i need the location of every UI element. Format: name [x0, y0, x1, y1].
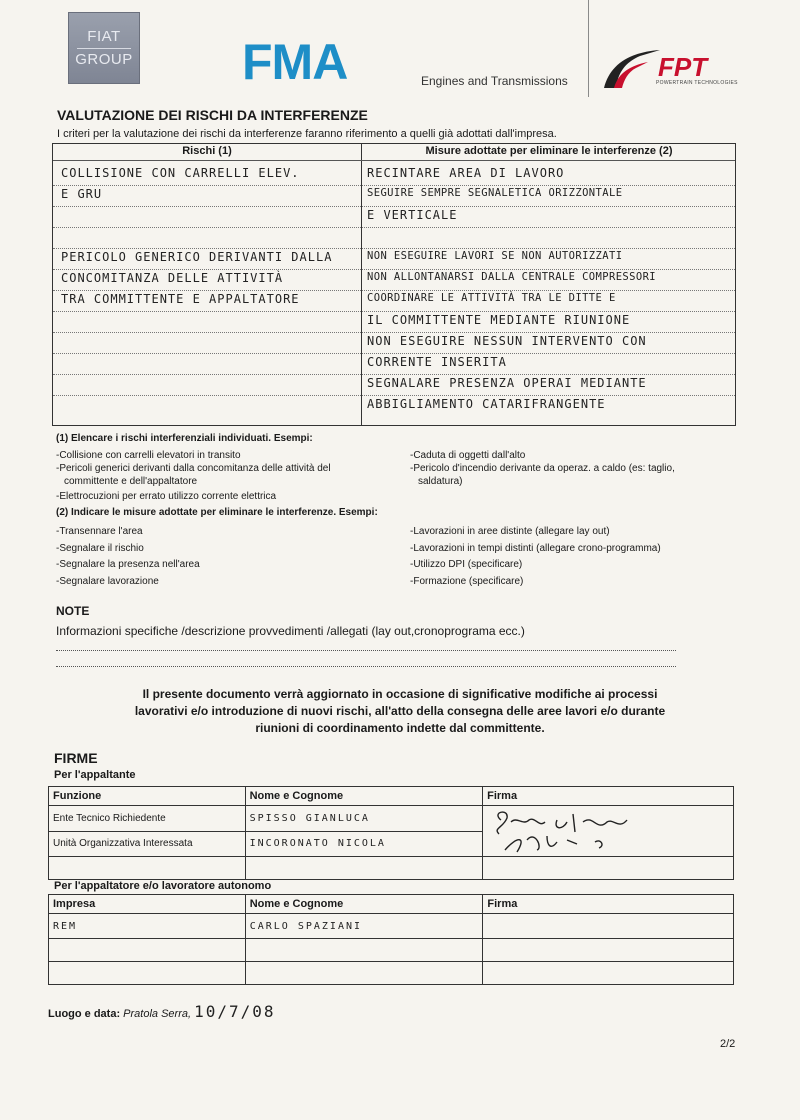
signature-cell — [483, 939, 734, 962]
list-item: -Transennare l'area — [56, 526, 143, 537]
list-item: -Segnalare il rischio — [56, 542, 144, 554]
measure-entry: NON ESEGUIRE NESSUN INTERVENTO CON — [367, 334, 647, 348]
impresa-cell — [49, 962, 246, 985]
header-divider — [588, 0, 589, 97]
list-item: -Pericolo d'incendio derivante da operaz. a caldo (es: taglio, — [410, 463, 675, 474]
col-header-measures: Misure adottate per eliminare le interferenze (2) — [425, 145, 673, 157]
handwritten-signature — [487, 806, 687, 856]
list-item: -Segnalare lavorazione — [56, 575, 159, 587]
fpt-subtitle: POWERTRAIN TECHNOLOGIES — [656, 80, 738, 86]
measure-entry: CORRENTE INSERITA — [367, 355, 507, 369]
measure-entry: IL COMMITTENTE MEDIANTE RIUNIONE — [367, 313, 631, 327]
notes-dotted-line — [56, 666, 676, 667]
appaltante-label: Per l'appaltante — [54, 769, 136, 781]
notes-text: Informazioni specifiche /descrizione provvedimenti /allegati (lay out,cronoprograma ecc.) — [56, 624, 525, 638]
row-rule — [53, 206, 735, 207]
table-row — [49, 914, 734, 939]
row-rule — [53, 269, 735, 270]
fpt-wordmark: FPT — [658, 52, 708, 82]
name-cell — [245, 962, 483, 985]
list-item: -Lavorazioni in tempi distinti (allegare crono-programma) — [410, 542, 661, 554]
measure-entry: COORDINARE LE ATTIVITÀ TRA LE DITTE E — [367, 292, 616, 304]
fiat-group-logo — [68, 12, 140, 84]
risk-entry: PERICOLO GENERICO DERIVANTI DALLA — [61, 250, 333, 264]
row-rule — [53, 353, 735, 354]
page-subtitle: I criteri per la valutazione dei rischi da interferenze faranno riferimento a quelli già adottati dall'impresa. — [57, 128, 557, 140]
notes-heading: NOTE — [56, 604, 90, 618]
row-rule — [53, 332, 735, 333]
appaltatore-table — [48, 894, 734, 985]
signatures-heading: FIRME — [54, 750, 98, 766]
section1-right-list — [410, 449, 730, 488]
row-rule — [53, 374, 735, 375]
risk-entry: E GRU — [61, 187, 103, 201]
funzione-cell: Unità Organizzativa Interessata — [49, 831, 246, 857]
table-row — [49, 939, 734, 962]
list-item: -Formazione (specificare) — [410, 575, 524, 587]
table-row — [49, 787, 734, 806]
fpt-logo — [600, 44, 750, 94]
appaltatore-label: Per l'appaltatore e/o lavoratore autonomo — [54, 880, 272, 892]
name-cell: CARLO SPAZIANI — [245, 914, 483, 939]
notes-dotted-line — [56, 650, 676, 651]
name-cell: SPISSO GIANLUCA — [245, 806, 483, 832]
fma-logo: FMA — [242, 34, 348, 90]
measure-entry: ABBIGLIAMENTO CATARIFRANGENTE — [367, 397, 606, 411]
risk-table — [52, 143, 736, 426]
header-nome: Nome e Cognome — [245, 895, 483, 914]
fiat-logo-line1: FIAT — [87, 27, 121, 45]
list-item: -Pericoli generici derivanti dalla concomitanza delle attività del — [56, 463, 331, 474]
update-notice — [60, 686, 740, 737]
funzione-cell: Ente Tecnico Richiedente — [49, 806, 246, 832]
section2-heading: (2) Indicare le misure adottate per eliminare le interferenze. Esempi: — [56, 507, 378, 518]
header-impresa: Impresa — [49, 895, 246, 914]
section1-heading: (1) Elencare i rischi interferenziali individuati. Esempi: — [56, 433, 313, 444]
row-rule — [53, 290, 735, 291]
measure-entry: SEGNALARE PRESENZA OPERAI MEDIANTE — [367, 376, 647, 390]
row-rule — [53, 185, 735, 186]
fiat-logo-line2: GROUP — [75, 50, 133, 68]
page-number: 2/2 — [720, 1038, 736, 1050]
row-rule — [53, 227, 735, 228]
list-item: -Collisione con carrelli elevatori in transito — [56, 450, 241, 461]
table-row — [49, 857, 734, 880]
notice-line: Il presente documento verrà aggiornato in occasione di significative modifiche ai processi — [142, 687, 658, 701]
risk-entry: COLLISIONE CON CARRELLI ELEV. — [61, 166, 300, 180]
appaltante-table — [48, 786, 734, 880]
header-rule — [53, 160, 735, 161]
list-item: -Elettrocuzioni per errato utilizzo corrente elettrica — [56, 491, 277, 502]
signature-cell — [483, 914, 734, 939]
signature-cell — [483, 857, 734, 880]
place-date-label: Luogo e data: — [48, 1008, 121, 1020]
impresa-cell — [49, 939, 246, 962]
page-title: VALUTAZIONE DEI RISCHI DA INTERFERENZE — [57, 107, 368, 123]
header-firma: Firma — [483, 895, 734, 914]
place-and-date — [48, 1002, 276, 1021]
measure-entry: RECINTARE AREA DI LAVORO — [367, 166, 565, 180]
list-item: -Caduta di oggetti dall'alto — [410, 450, 526, 461]
logo-divider — [77, 48, 131, 49]
risk-entry: TRA COMMITTENTE E APPALTATORE — [61, 292, 300, 306]
table-row — [49, 962, 734, 985]
header-funzione: Funzione — [49, 787, 246, 806]
name-cell — [245, 939, 483, 962]
header-firma: Firma — [483, 787, 734, 806]
section1-left-list — [56, 449, 406, 503]
col-header-risks: Rischi (1) — [182, 145, 232, 157]
row-rule — [53, 248, 735, 249]
section2-right-list — [410, 524, 730, 590]
row-rule — [53, 395, 735, 396]
list-item: -Utilizzo DPI (specificare) — [410, 559, 523, 570]
row-rule — [53, 311, 735, 312]
date-value: 10/7/08 — [194, 1002, 276, 1021]
name-cell: INCORONATO NICOLA — [245, 831, 483, 857]
measure-entry: E VERTICALE — [367, 208, 458, 222]
notice-line: lavorativi e/o introduzione di nuovi rischi, all'atto della consegna delle aree lavori e/o durante — [134, 704, 666, 718]
name-cell — [245, 857, 483, 880]
place-value: Pratola Serra, — [123, 1008, 192, 1020]
funzione-cell — [49, 857, 246, 880]
list-item: -Segnalare la presenza nell'area — [56, 559, 200, 570]
header-nome: Nome e Cognome — [245, 787, 483, 806]
list-item: committente e dell'appaltatore — [64, 476, 198, 487]
section2-left-list — [56, 524, 396, 590]
list-item: saldatura) — [418, 476, 463, 487]
notice-line: riunioni di coordinamento indette dal committente. — [255, 721, 545, 735]
measure-entry: NON ALLONTANARSI DALLA CENTRALE COMPRESSORI — [367, 271, 657, 283]
measure-entry: SEGUIRE SEMPRE SEGNALETICA ORIZZONTALE — [367, 187, 623, 199]
impresa-cell: REM — [49, 914, 246, 939]
column-divider — [361, 144, 362, 425]
list-item: -Lavorazioni in aree distinte (allegare lay out) — [410, 526, 610, 537]
signature-cell — [483, 962, 734, 985]
measure-entry: NON ESEGUIRE LAVORI SE NON AUTORIZZATI — [367, 250, 623, 262]
engines-transmissions-label: Engines and Transmissions — [421, 74, 568, 88]
risk-entry: CONCOMITANZA DELLE ATTIVITÀ — [61, 271, 284, 285]
signature-cell — [483, 806, 734, 857]
table-row — [49, 895, 734, 914]
table-row — [49, 806, 734, 832]
